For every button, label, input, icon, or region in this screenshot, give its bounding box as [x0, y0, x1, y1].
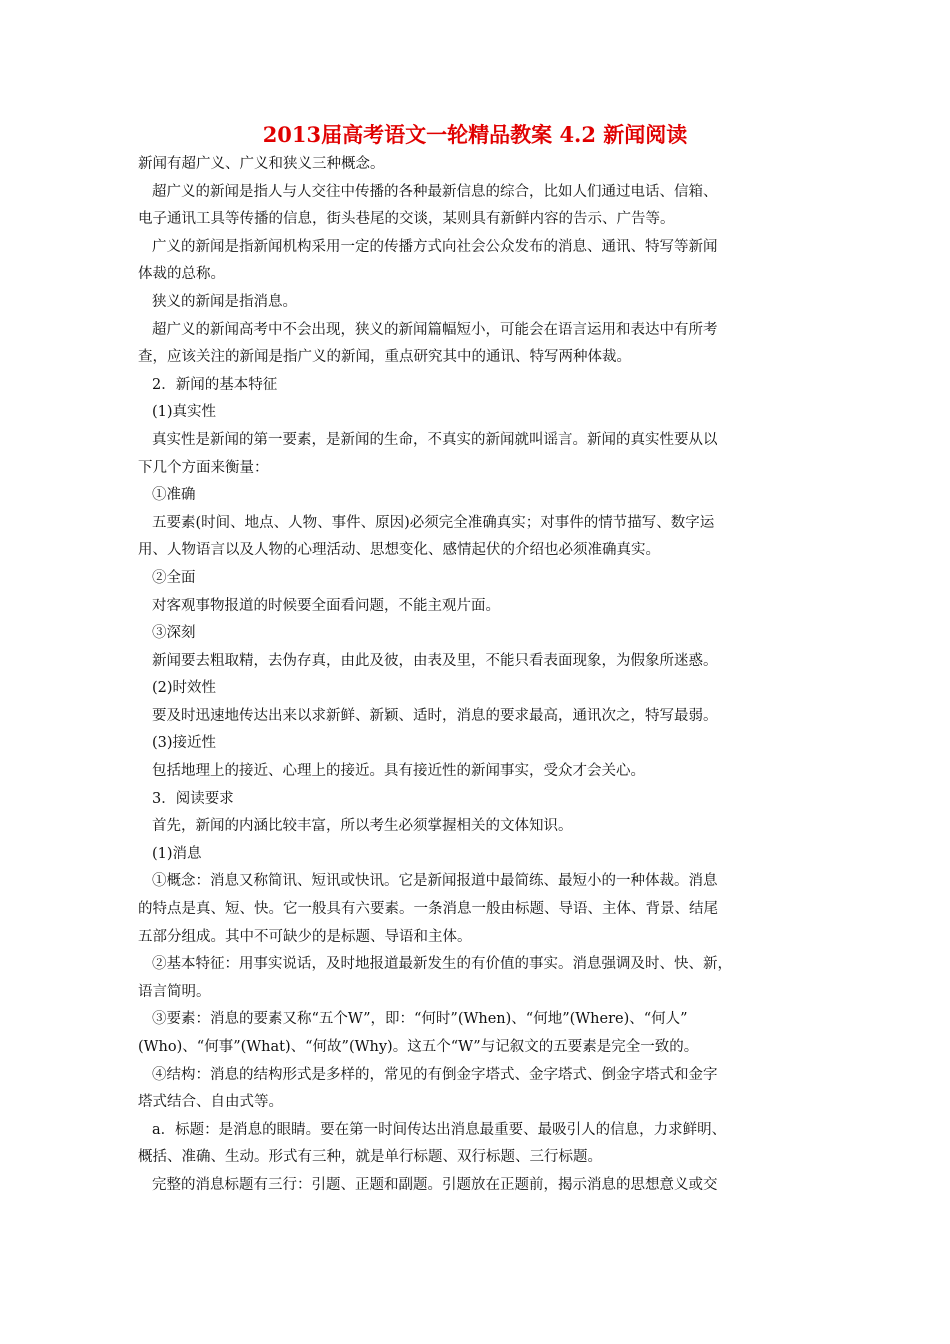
text-line: 2．新闻的基本特征 — [152, 376, 278, 393]
document-title: 2013届高考语文一轮精品教案 4.2 新闻阅读 — [262, 122, 688, 147]
text-line: a．标题：是消息的眼睛。要在第一时间传达出消息最重要、最吸引人的信息，力求鲜明、 — [152, 1121, 727, 1138]
text-line: 用、人物语言以及人物的心理活动、思想变化、感情起伏的介绍也必须准确真实。 — [138, 542, 660, 559]
text-line: 电子通讯工具等传播的信息，街头巷尾的交谈，某则具有新鲜内容的告示、广告等。 — [138, 211, 675, 228]
text-line: 3．阅读要求 — [152, 790, 234, 807]
text-line: 对客观事物报道的时候要全面看问题，不能主观片面。 — [152, 597, 500, 614]
text-line: (Who)、“何事”(What)、“何故”(Why)。这五个“W”与记叙文的五要素是完全一致的。 — [138, 1039, 699, 1055]
text-line: 狭义的新闻是指消息。 — [152, 293, 297, 310]
text-line: 超广义的新闻高考中不会出现，狭义的新闻篇幅短小，可能会在语言运用和表达中有所考 — [152, 321, 718, 338]
text-line: 查，应该关注的新闻是指广义的新闻，重点研究其中的通讯、特写两种体裁。 — [138, 349, 631, 366]
text-line: 真实性是新闻的第一要素，是新闻的生命，不真实的新闻就叫谣言。新闻的真实性要从以 — [152, 431, 718, 448]
text-line: 要及时迅速地传达出来以求新鲜、新颖、适时，消息的要求最高，通讯次之，特写最弱。 — [152, 707, 718, 724]
text-line: 体裁的总称。 — [138, 266, 225, 283]
text-line: 的特点是真、短、快。它一般具有六要素。一条消息一般由标题、导语、主体、背景、结尾 — [138, 901, 718, 918]
text-line: 广义的新闻是指新闻机构采用一定的传播方式向社会公众发布的消息、通讯、特写等新闻 — [152, 238, 718, 255]
text-line: 五要素(时间、地点、人物、事件、原因)必须完全准确真实；对事件的情节描写、数字运 — [152, 514, 715, 531]
text-line: ②基本特征：用事实说话，及时地报道最新发生的有价值的事实。消息强调及时、快、新， — [152, 956, 732, 973]
text-line: 新闻要去粗取精，去伪存真，由此及彼，由表及里，不能只看表面现象，为假象所迷惑。 — [152, 652, 718, 669]
text-line: 概括、准确、生动。形式有三种，就是单行标题、双行标题、三行标题。 — [138, 1149, 602, 1166]
text-line: (1)消息 — [152, 845, 202, 862]
text-line: ①准确 — [152, 487, 196, 504]
text-line: (3)接近性 — [152, 735, 217, 752]
document-body — [138, 151, 822, 1200]
text-line: ④结构：消息的结构形式是多样的，常见的有倒金字塔式、金字塔式、倒金字塔式和金字 — [152, 1066, 718, 1083]
text-line: ③深刻 — [152, 625, 196, 642]
text-line: (2)时效性 — [152, 680, 217, 697]
text-line: 超广义的新闻是指人与人交往中传播的各种最新信息的综合，比如人们通过电话、信箱、 — [152, 183, 718, 200]
text-line: ①概念：消息又称简讯、短讯或快讯。它是新闻报道中最简练、最短小的一种体裁。消息 — [152, 873, 718, 890]
text-line: 新闻有超广义、广义和狭义三种概念。 — [138, 156, 385, 172]
text-line: 塔式结合、自由式等。 — [138, 1094, 283, 1111]
text-line: ②全面 — [152, 569, 196, 586]
text-line: 五部分组成。其中不可缺少的是标题、导语和主体。 — [138, 928, 472, 945]
text-line: (1)真实性 — [152, 404, 217, 421]
text-line: 下几个方面来衡量： — [138, 459, 269, 476]
text-line: 首先，新闻的内涵比较丰富，所以考生必须掌握相关的文体知识。 — [152, 818, 573, 835]
text-line: 完整的消息标题有三行：引题、正题和副题。引题放在正题前，揭示消息的思想意义或交 — [152, 1176, 718, 1193]
text-line: 语言简明。 — [138, 983, 211, 1000]
text-line: ③要素：消息的要素又称“五个W”，即：“何时”(When)、“何地”(Where)、“何人” — [152, 1011, 688, 1028]
text-line: 包括地理上的接近、心理上的接近。具有接近性的新闻事实，受众才会关心。 — [152, 763, 645, 780]
